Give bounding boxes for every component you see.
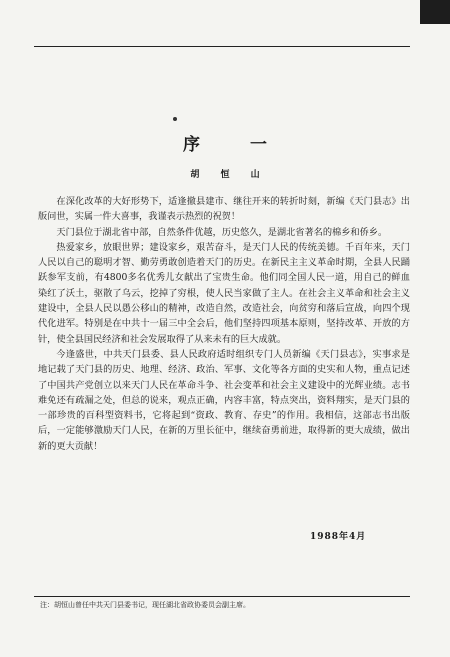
paragraph: 天门县位于湖北省中部，自然条件优越，历史悠久，是湖北省著名的棉乡和侨乡。: [56, 226, 388, 238]
paragraph: 热爱家乡，放眼世界；建设家乡，艰苦奋斗，是天门人民的传统美德。千百年来，天门人民以自己的聪明才智、勤劳勇敢创造着天门的历史。在新民主主义革命时期，全县人民踊跃参军支前，有4800多名优秀儿女献出了宝贵生命。他们同全国人民一道，用自己的鲜血染红了沃土，驱散了乌云，挖掉了穷根，使人民当家做了主人。在社会主义革命和社会主义建设中，全县人民以愚公移山的精神，改造自然，改造社会，向贫穷和落后宣战，向四个现代化进军。特别是在中共十一届三中全会后，他们坚持四项基本原则，坚持改革、开放的方针，使全县国民经济和社会发展取得了从来未有的巨大成就。: [38, 241, 410, 345]
header-rule: [34, 46, 410, 47]
printing-dot: [173, 117, 177, 121]
paragraph: 在深化改革的大好形势下，适逢撤县建市、继往开来的转折时刻，新编《天门县志》出版问世，实属一件大喜事，我谨表示热烈的祝贺！: [38, 196, 410, 223]
preface-title: 序 一: [183, 135, 289, 155]
preface-author: 胡 恒 山: [190, 170, 269, 180]
footnote: 注：胡恒山曾任中共天门县委书记，现任湖北省政协委员会副主席。: [40, 601, 250, 609]
footnote-rule: [34, 596, 410, 597]
paragraph: 今逢盛世，中共天门县委、县人民政府适时组织专门人员新编《天门县志》，实事求是地记载了天门县的历史、地理、经济、政治、军事、文化等各方面的史实和人物，重点记述了中国共产党创立以来天门人民在革命斗争、社会变革和社会主义建设中的光辉业绩。志书难免还有疏漏之处，但总的说来，观点正确，内容丰富，特点突出，资料翔实，是天门县的一部珍贵的百科型资料书，它将起到“资政、教育、存史”的作用。我相信，这部志书出版后，一定能够激励天门人民，在新的万里长征中，继续奋勇前进，取得新的更大成绩，做出新的更大贡献！: [38, 348, 410, 452]
signature-date: 1988年4月: [310, 532, 367, 542]
scan-corner-mark: [420, 0, 450, 24]
preface-body: [38, 194, 410, 454]
